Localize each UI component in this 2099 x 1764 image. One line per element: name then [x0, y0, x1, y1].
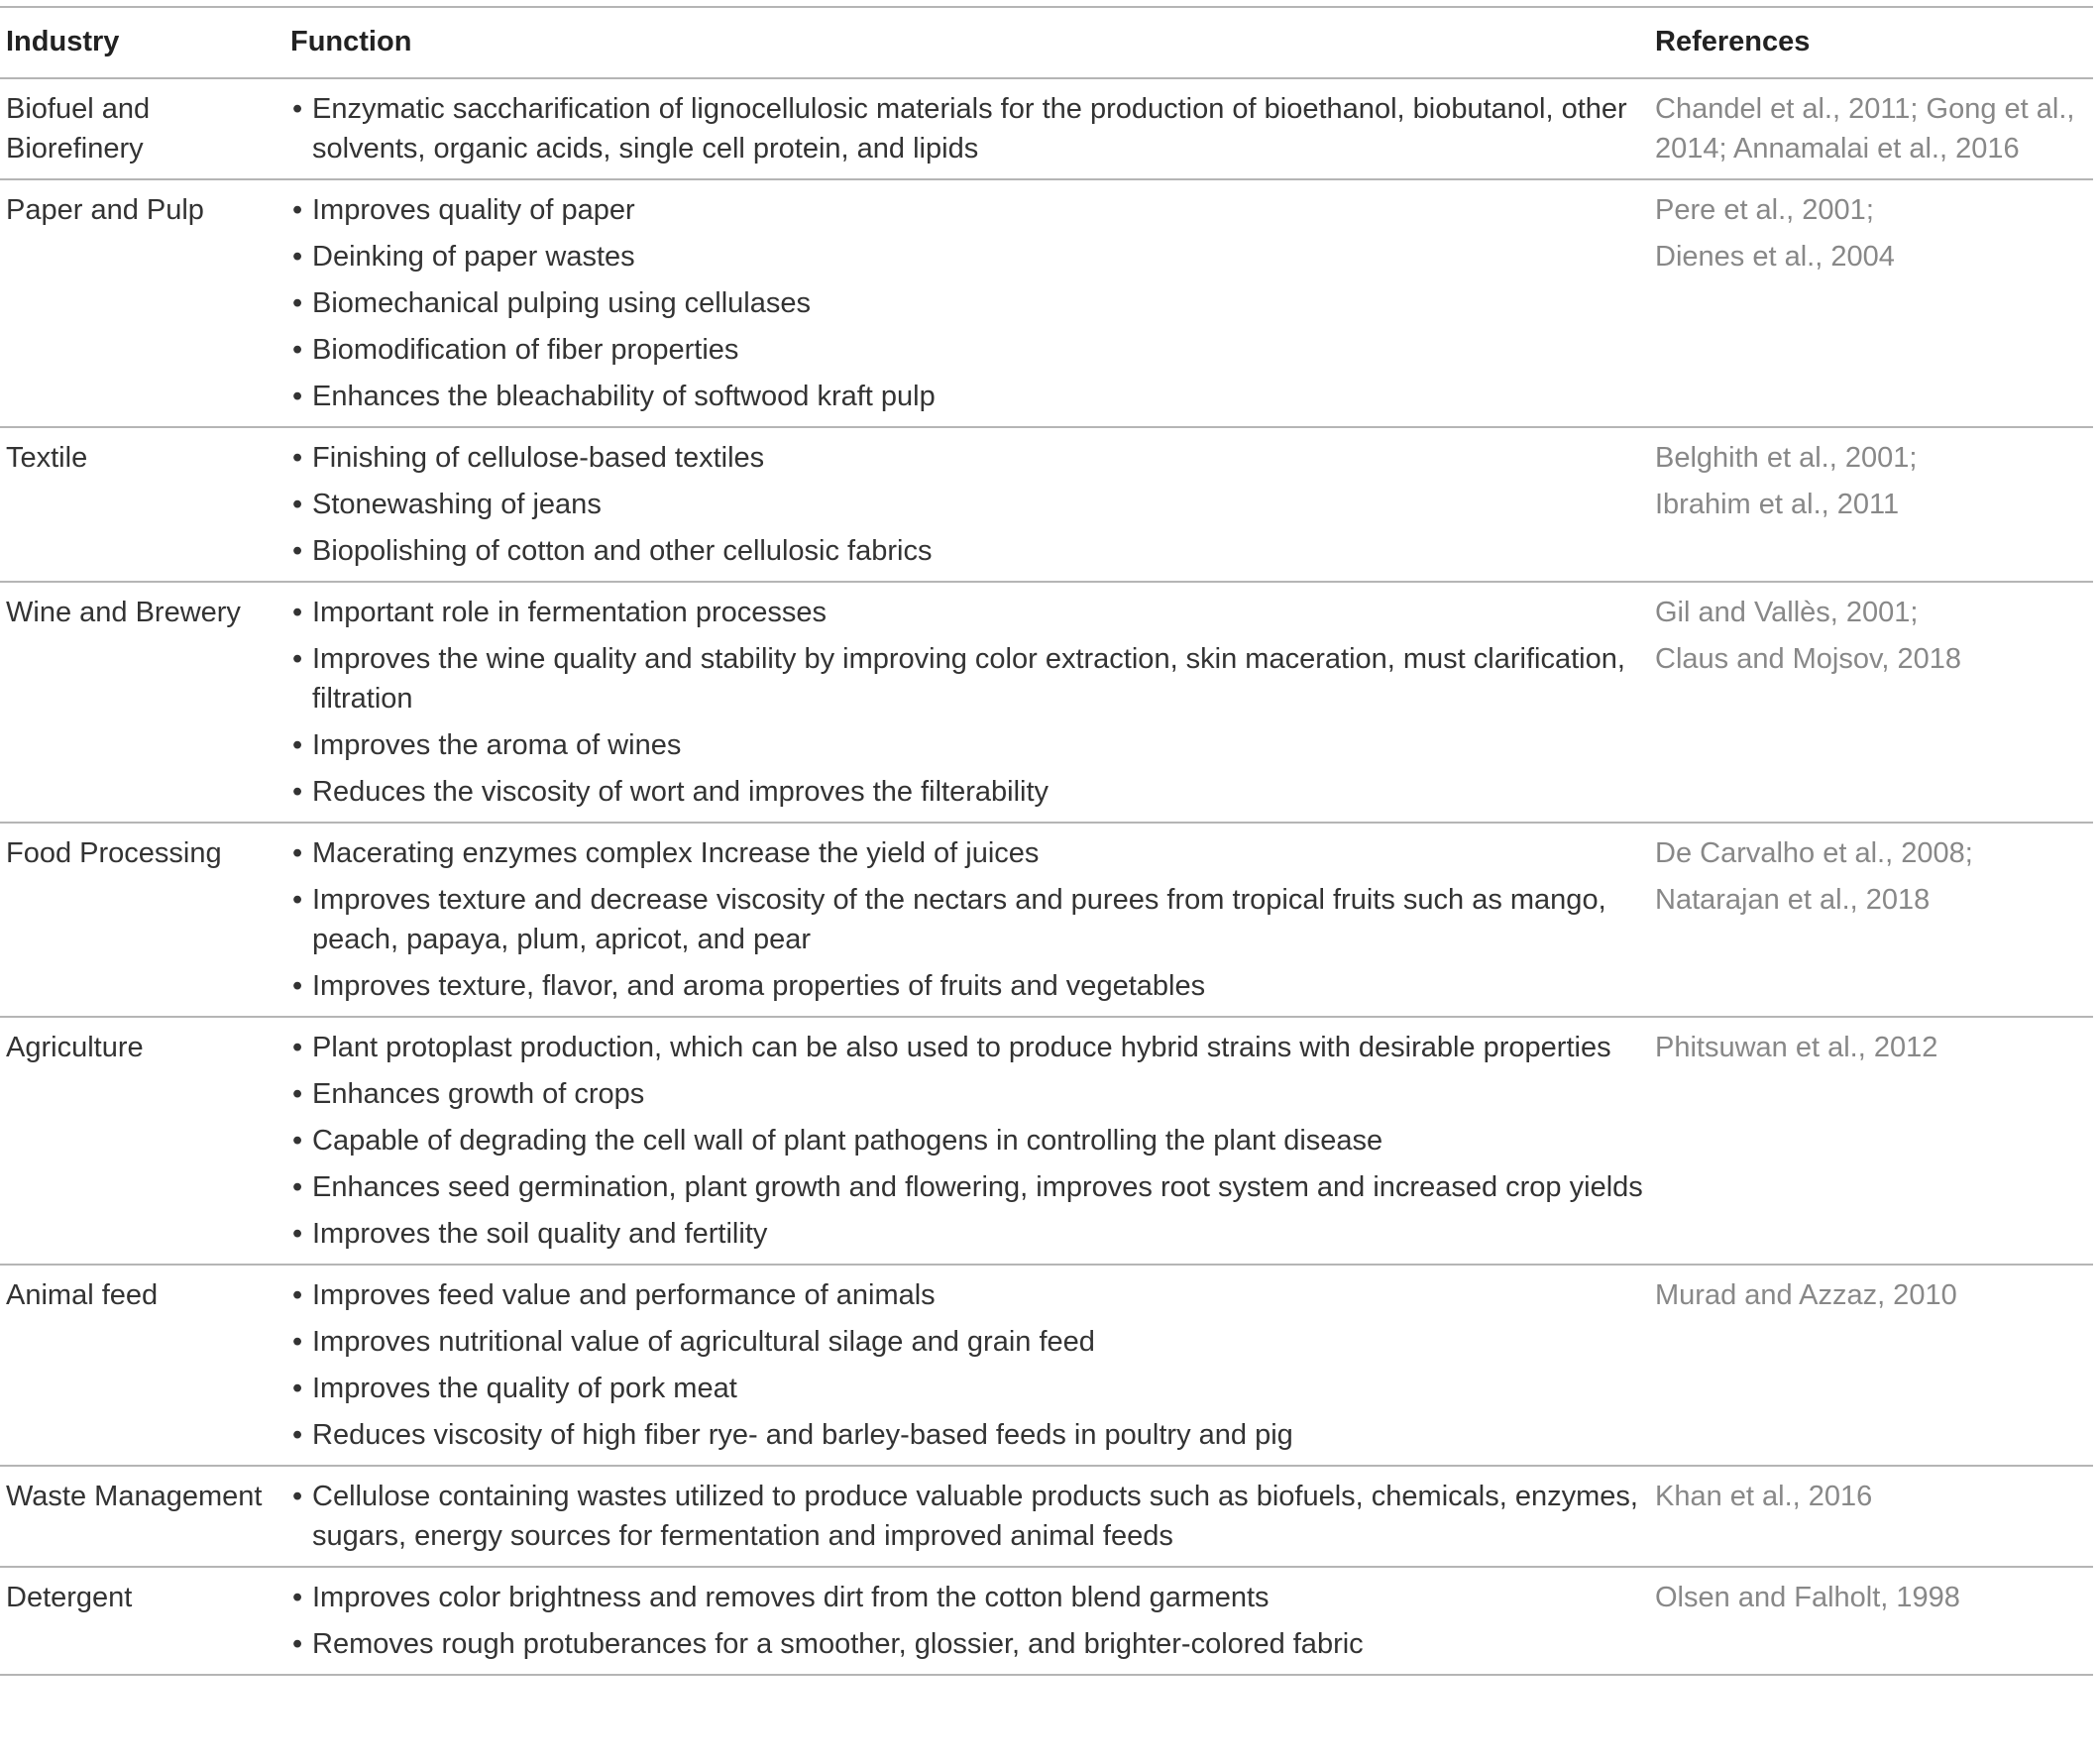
function-item: [290, 377, 1643, 416]
function-item: [290, 772, 1643, 812]
references-cell: [1649, 1567, 2093, 1675]
reference-link[interactable]: Murad and Azzaz, 2010: [1655, 1279, 1957, 1311]
function-item: [290, 283, 1643, 323]
function-item: [290, 1121, 1643, 1160]
function-text: Finishing of cellulose-based textiles: [312, 442, 765, 474]
function-text: Biopolishing of cotton and other cellulosic fabrics: [312, 535, 933, 567]
reference-link[interactable]: Ibrahim et al., 2011: [1655, 489, 1900, 520]
industry-cell: Textile: [0, 427, 284, 582]
table-row: [0, 78, 2093, 179]
industry-cell: Food Processing: [0, 823, 284, 1017]
header-row: [0, 7, 2093, 78]
function-item: [290, 438, 1643, 478]
references-cell: [1649, 78, 2093, 179]
industry-cell: Detergent: [0, 1567, 284, 1675]
bullet-icon: •: [292, 334, 303, 366]
function-item: [290, 1578, 1643, 1617]
bullet-icon: •: [292, 1218, 303, 1250]
table-row: [0, 582, 2093, 823]
function-text: Enhances growth of crops: [312, 1078, 645, 1110]
function-item: [290, 725, 1643, 765]
function-text: Removes rough protuberances for a smoother, glossier, and brighter-colored fabric: [312, 1628, 1364, 1660]
function-text: Improves feed value and performance of animals: [312, 1279, 936, 1311]
function-item: [290, 966, 1643, 1006]
function-item: [290, 89, 1643, 168]
reference-link[interactable]: Gil and Vallès, 2001;: [1655, 597, 1919, 628]
bullet-icon: •: [292, 729, 303, 761]
function-list: [290, 190, 1643, 416]
references-cell: [1649, 582, 2093, 823]
function-text: Reduces viscosity of high fiber rye- and barley-based feeds in poultry and pig: [312, 1419, 1293, 1451]
bullet-icon: •: [292, 489, 303, 520]
reference-link[interactable]: Pere et al., 2001;: [1655, 194, 1874, 226]
bullet-icon: •: [292, 1032, 303, 1063]
bullet-icon: •: [292, 1171, 303, 1203]
function-cell: [284, 427, 1649, 582]
header-function: Function: [284, 7, 1649, 78]
function-text: Deinking of paper wastes: [312, 241, 635, 273]
function-cell: [284, 582, 1649, 823]
table-row: [0, 1567, 2093, 1675]
function-text: Improves texture and decrease viscosity of the nectars and purees from tropical fruits such as mango, peach, papaya, plum, apricot, and pear: [312, 884, 1606, 955]
reference-link[interactable]: Phitsuwan et al., 2012: [1655, 1032, 1938, 1063]
function-item: [290, 1275, 1643, 1315]
function-text: Stonewashing of jeans: [312, 489, 602, 520]
function-item: [290, 1624, 1643, 1664]
industry-cell: Paper and Pulp: [0, 179, 284, 427]
function-item: [290, 639, 1643, 718]
function-cell: [284, 1466, 1649, 1567]
function-item: [290, 593, 1643, 632]
function-text: Cellulose containing wastes utilized to produce valuable products such as biofuels, chemicals, enzymes, sugars, energy sources for fermentation and improved animal feeds: [312, 1481, 1638, 1552]
function-item: [290, 1322, 1643, 1362]
function-item: [290, 1167, 1643, 1207]
function-item: [290, 330, 1643, 370]
industry-cell: Biofuel and Biorefinery: [0, 78, 284, 179]
function-text: Important role in fermentation processes: [312, 597, 828, 628]
function-list: [290, 1578, 1643, 1664]
function-cell: [284, 1567, 1649, 1675]
function-item: [290, 1477, 1643, 1556]
table-row: [0, 179, 2093, 427]
reference-link[interactable]: Chandel et al., 2011; Gong et al., 2014; Annamalai et al., 2016: [1655, 93, 2075, 165]
bullet-icon: •: [292, 1419, 303, 1451]
function-item: [290, 1415, 1643, 1455]
function-text: Biomodification of fiber properties: [312, 334, 739, 366]
bullet-icon: •: [292, 597, 303, 628]
function-text: Improves the wine quality and stability by improving color extraction, skin maceration, must clarification, filtration: [312, 643, 1625, 715]
bullet-icon: •: [292, 535, 303, 567]
reference-link[interactable]: Olsen and Falholt, 1998: [1655, 1582, 1960, 1613]
function-text: Reduces the viscosity of wort and improves the filterability: [312, 776, 1050, 808]
function-text: Capable of degrading the cell wall of plant pathogens in controlling the plant disease: [312, 1125, 1383, 1157]
bullet-icon: •: [292, 1628, 303, 1660]
function-cell: [284, 823, 1649, 1017]
bullet-icon: •: [292, 1481, 303, 1512]
table-body: [0, 78, 2093, 1675]
function-text: Improves the soil quality and fertility: [312, 1218, 768, 1250]
reference-link[interactable]: Claus and Mojsov, 2018: [1655, 643, 1961, 675]
function-list: [290, 833, 1643, 1006]
function-item: [290, 1369, 1643, 1408]
reference-link[interactable]: Khan et al., 2016: [1655, 1481, 1873, 1512]
industry-function-table: [0, 6, 2093, 1676]
industry-cell: Waste Management: [0, 1466, 284, 1567]
function-text: Improves color brightness and removes dirt from the cotton blend garments: [312, 1582, 1270, 1613]
bullet-icon: •: [292, 442, 303, 474]
table-row: [0, 1265, 2093, 1466]
function-text: Macerating enzymes complex Increase the yield of juices: [312, 837, 1040, 869]
industry-cell: Agriculture: [0, 1017, 284, 1265]
industry-cell: Wine and Brewery: [0, 582, 284, 823]
function-item: [290, 190, 1643, 230]
function-text: Enzymatic saccharification of lignocellulosic materials for the production of bioethanol, biobutanol, other solvents, organic acids, single cell protein, and lipids: [312, 93, 1627, 165]
table-row: [0, 427, 2093, 582]
function-text: Enhances the bleachability of softwood kraft pulp: [312, 381, 936, 412]
references-cell: [1649, 1017, 2093, 1265]
bullet-icon: •: [292, 643, 303, 675]
function-text: Improves quality of paper: [312, 194, 635, 226]
function-item: [290, 833, 1643, 873]
bullet-icon: •: [292, 194, 303, 226]
function-item: [290, 1074, 1643, 1114]
industry-cell: Animal feed: [0, 1265, 284, 1466]
bullet-icon: •: [292, 381, 303, 412]
reference-link[interactable]: Belghith et al., 2001;: [1655, 442, 1918, 474]
references-cell: [1649, 1265, 2093, 1466]
bullet-icon: •: [292, 970, 303, 1002]
function-text: Biomechanical pulping using cellulases: [312, 287, 811, 319]
function-text: Improves the quality of pork meat: [312, 1373, 737, 1404]
bullet-icon: •: [292, 1582, 303, 1613]
bullet-icon: •: [292, 837, 303, 869]
bullet-icon: •: [292, 1078, 303, 1110]
function-item: [290, 531, 1643, 571]
function-item: [290, 880, 1643, 959]
header-industry: Industry: [0, 7, 284, 78]
function-item: [290, 1028, 1643, 1067]
function-list: [290, 438, 1643, 571]
table-row: [0, 823, 2093, 1017]
function-cell: [284, 1265, 1649, 1466]
bullet-icon: •: [292, 884, 303, 916]
reference-link[interactable]: De Carvalho et al., 2008;: [1655, 837, 1973, 869]
bullet-icon: •: [292, 1326, 303, 1358]
table-header: [0, 7, 2093, 78]
reference-link[interactable]: Dienes et al., 2004: [1655, 241, 1895, 273]
bullet-icon: •: [292, 287, 303, 319]
table-container: [0, 6, 2093, 1676]
bullet-icon: •: [292, 241, 303, 273]
header-references: References: [1649, 7, 2093, 78]
function-list: [290, 1275, 1643, 1455]
function-list: [290, 1028, 1643, 1254]
function-text: Improves texture, flavor, and aroma properties of fruits and vegetables: [312, 970, 1206, 1002]
function-text: Enhances seed germination, plant growth and flowering, improves root system and increased crop yields: [312, 1171, 1643, 1203]
references-cell: [1649, 179, 2093, 427]
function-item: [290, 1214, 1643, 1254]
function-list: [290, 593, 1643, 812]
bullet-icon: •: [292, 776, 303, 808]
function-list: [290, 1477, 1643, 1556]
references-cell: [1649, 823, 2093, 1017]
function-text: Plant protoplast production, which can be also used to produce hybrid strains with desirable properties: [312, 1032, 1611, 1063]
bullet-icon: •: [292, 93, 303, 125]
bullet-icon: •: [292, 1373, 303, 1404]
function-list: [290, 89, 1643, 168]
bullet-icon: •: [292, 1125, 303, 1157]
reference-link[interactable]: Natarajan et al., 2018: [1655, 884, 1931, 916]
function-item: [290, 485, 1643, 524]
function-cell: [284, 78, 1649, 179]
table-row: [0, 1466, 2093, 1567]
table-row: [0, 1017, 2093, 1265]
function-text: Improves nutritional value of agricultural silage and grain feed: [312, 1326, 1095, 1358]
bullet-icon: •: [292, 1279, 303, 1311]
function-cell: [284, 1017, 1649, 1265]
function-cell: [284, 179, 1649, 427]
references-cell: [1649, 427, 2093, 582]
function-text: Improves the aroma of wines: [312, 729, 682, 761]
function-item: [290, 237, 1643, 276]
references-cell: [1649, 1466, 2093, 1567]
